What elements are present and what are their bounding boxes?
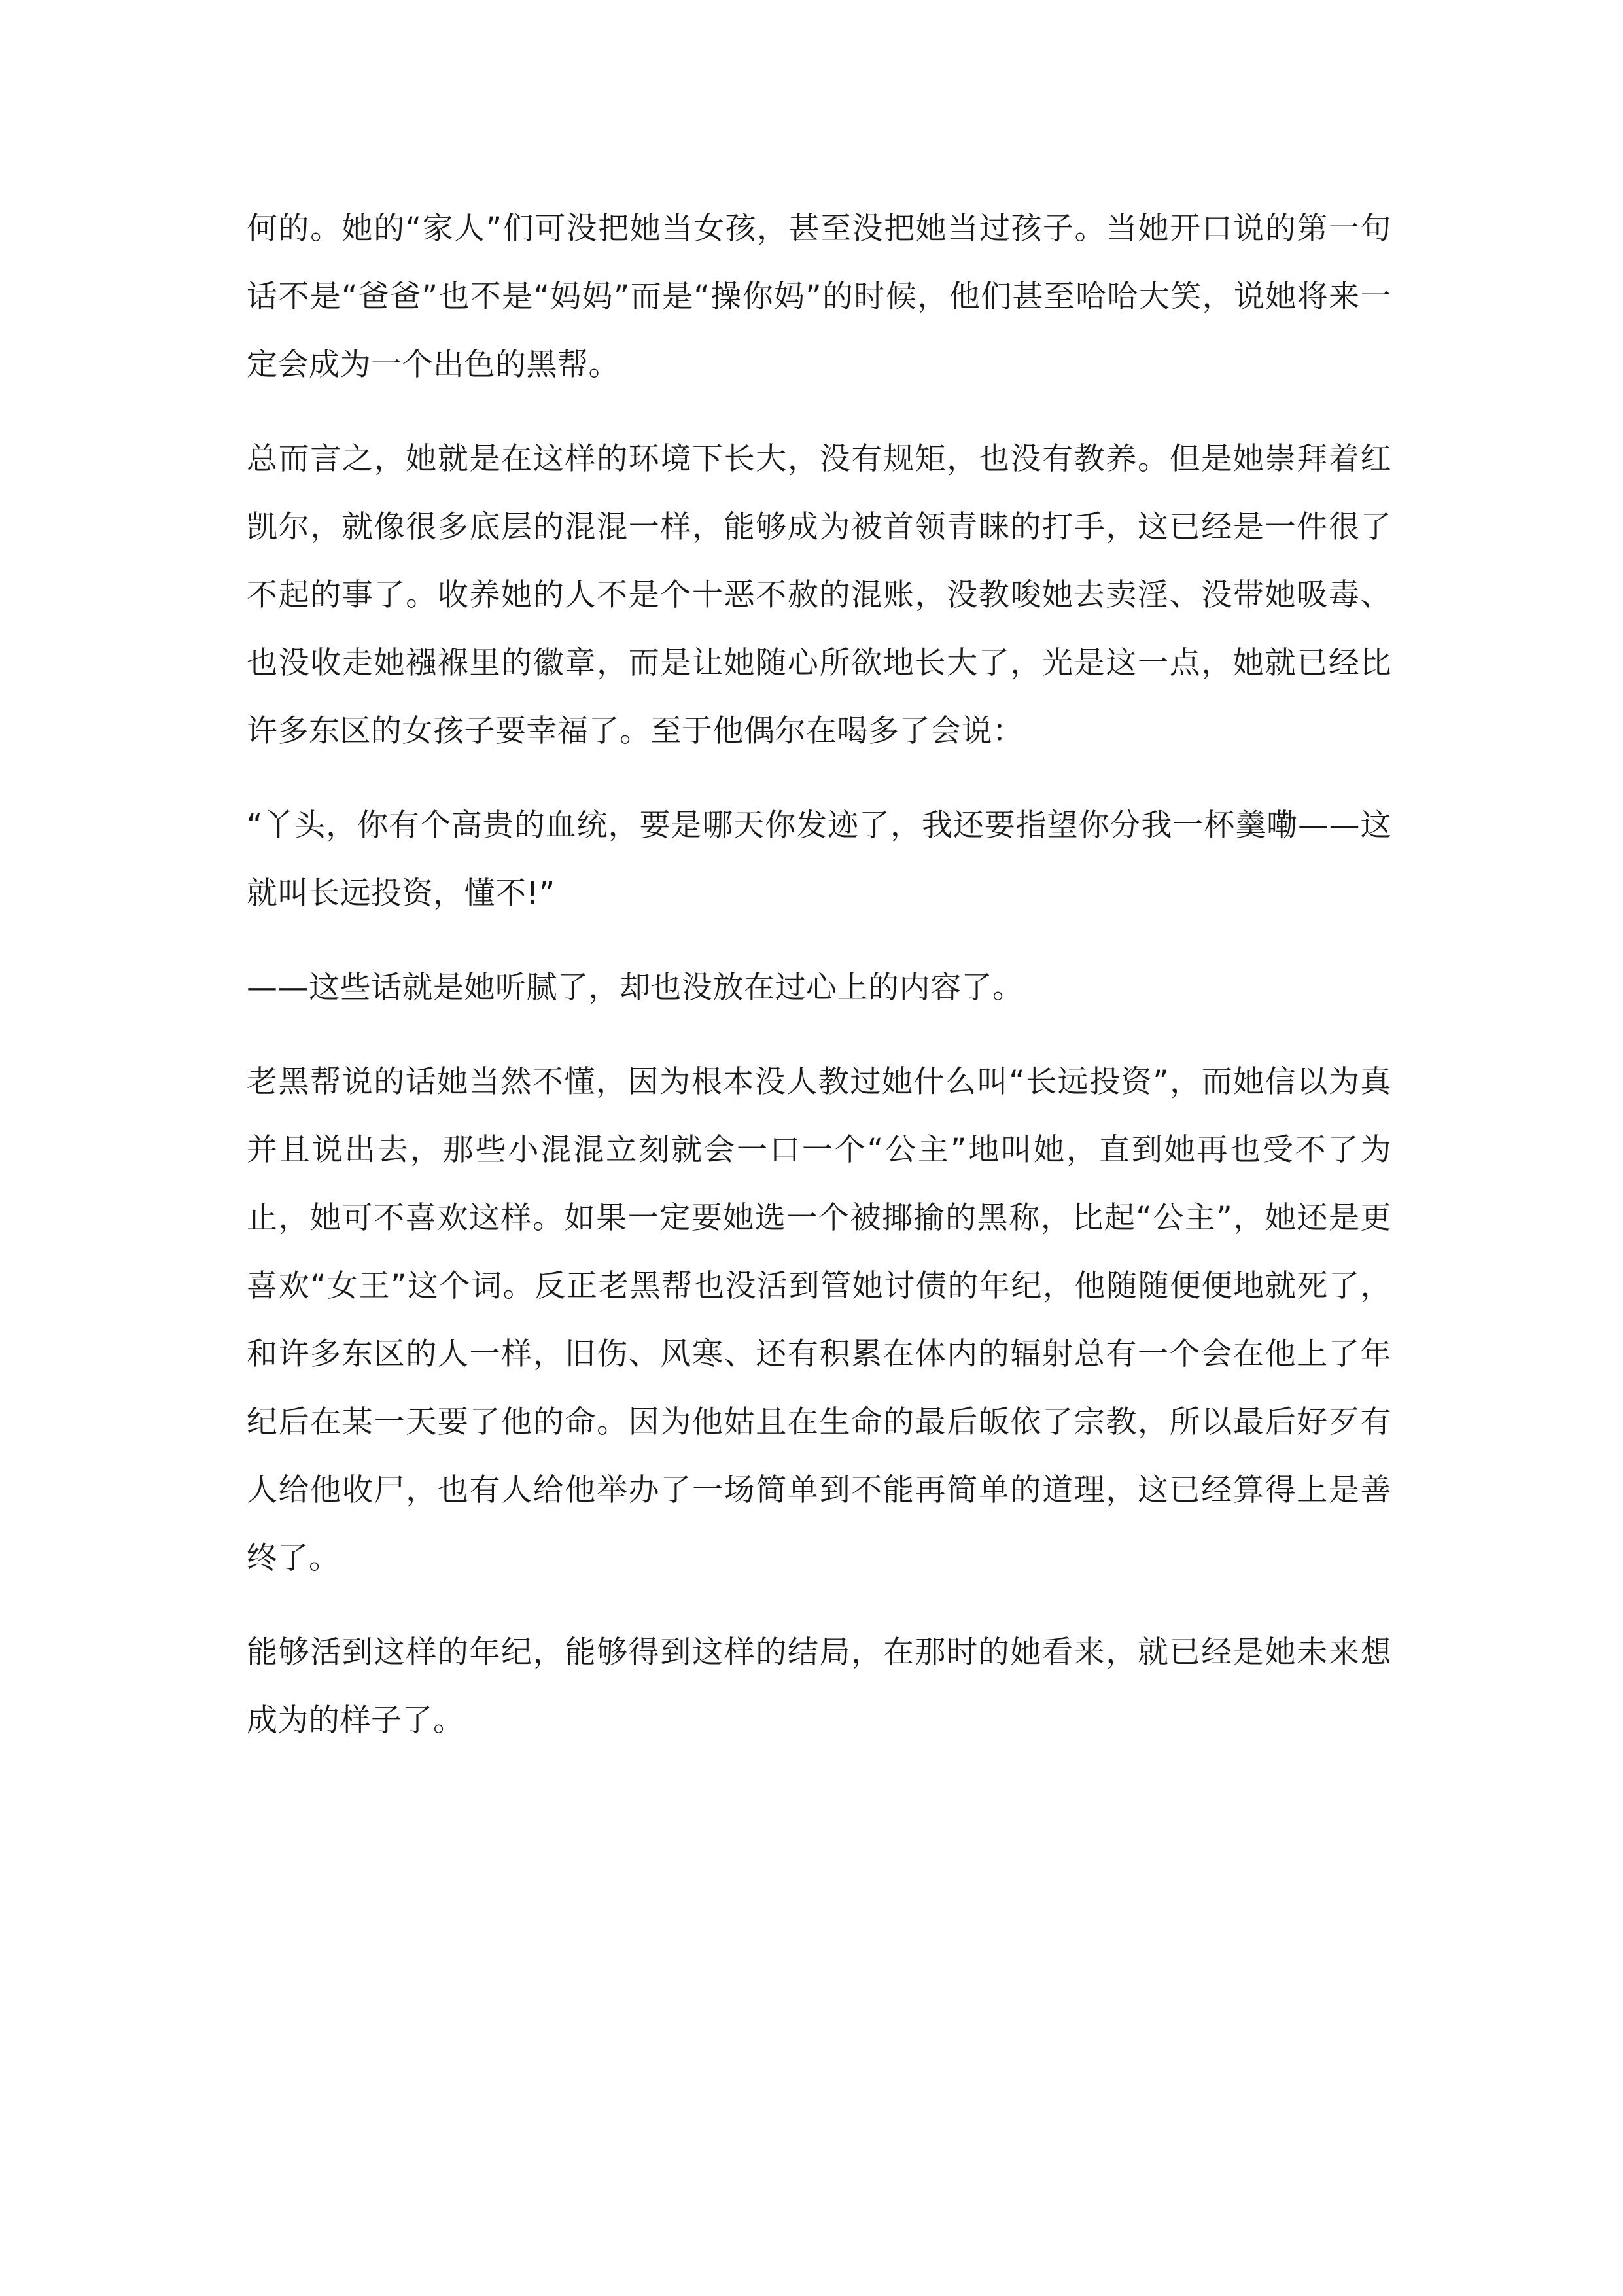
document-body [247,195,1391,1755]
paragraph-2: 总而言之，她就是在这样的环境下长大，没有规矩，也没有教养。但是她崇拜着红凯尔，就像很多底层的混混一样，能够成为被首领青睐的打手，这已经是一件很了不起的事了。收养她的人不是个十恶不赦的混账，没教唆她去卖淫、没带她吸毒、也没收走她襁褓里的徽章，而是让她随心所欲地长大了，光是这一点，她就已经比许多东区的女孩子要幸福了。至于他偶尔在喝多了会说： [247,441,1391,749]
paragraph-5: 老黑帮说的话她当然不懂，因为根本没人教过她什么叫“长远投资”，而她信以为真并且说出去，那些小混混立刻就会一口一个“公主”地叫她，直到她再也受不了为止，她可不喜欢这样。如果一定要她选一个被揶揄的黑称，比起“公主”，她还是更喜欢“女王”这个词。反正老黑帮也没活到管她讨债的年纪，他随随便便地就死了，和许多东区的人一样，旧伤、风寒、还有积累在体内的辐射总有一个会在他上了年纪后在某一天要了他的命。因为他姑且在生命的最后皈依了宗教，所以最后好歹有人给他收尸，也有人给他举办了一场简单到不能再简单的道理，这已经算得上是善终了。 [247,1064,1391,1576]
paragraph-1: 何的。她的“家人”们可没把她当女孩，甚至没把她当过孩子。当她开口说的第一句话不是“爸爸”也不是“妈妈”而是“操你妈”的时候，他们甚至哈哈大笑，说她将来一定会成为一个出色的黑帮。 [247,211,1391,383]
paragraph-3-quote: “丫头，你有个高贵的血统，要是哪天你发迹了，我还要指望你分我一杯羹嘞——这就叫长远投资，懂不!” [247,807,1391,911]
paragraph-4: ——这些话就是她听腻了，却也没放在过心上的内容了。 [247,970,1024,1006]
paragraph-6: 能够活到这样的年纪，能够得到这样的结局，在那时的她看来，就已经是她未来想成为的样子了。 [247,1634,1391,1739]
